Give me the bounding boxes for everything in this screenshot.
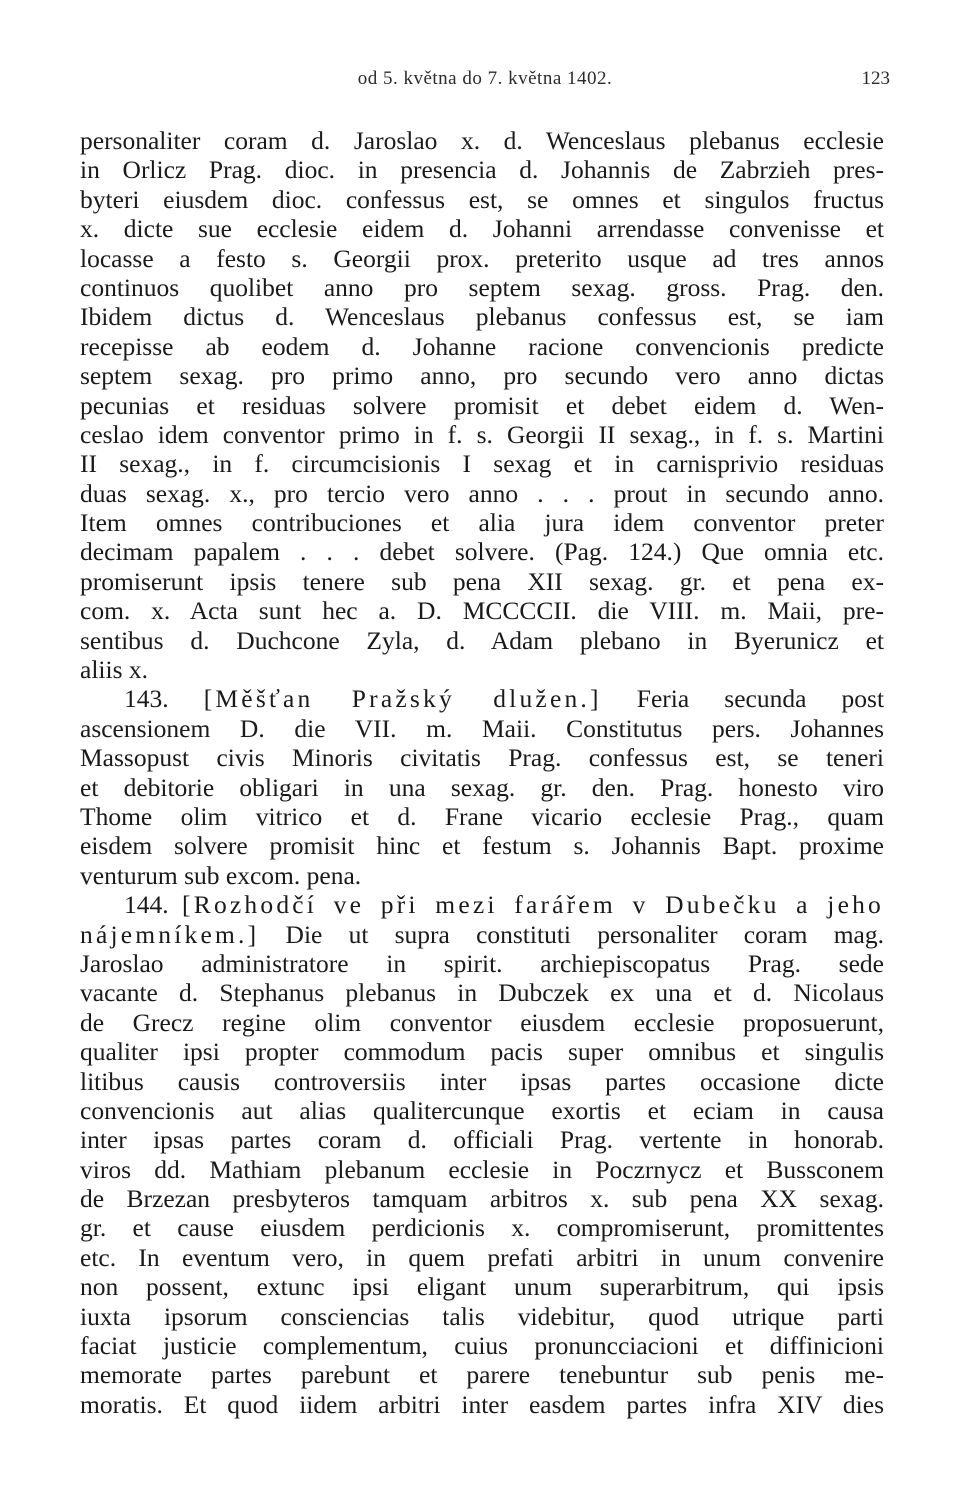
entry-number: 143. [124,684,169,714]
entry-number: 144. [124,890,169,920]
text-line: aliis x. [80,655,148,685]
text-line: vacante d. Stephanus plebanus in Dubczek ex una et d. Nicolaus [80,978,884,1008]
entry-143-heading-line [80,684,884,713]
text-line: viros dd. Mathiam plebanum ecclesie in Poczrnycz et Bussconem [80,1154,884,1184]
text-line: iuxta ipsorum consciencias talis videbitur, quod utrique parti [80,1301,884,1331]
text-line: personaliter coram d. Jaroslao x. d. Wenceslaus plebanus ecclesie [80,126,884,155]
text-line: continuos quolibet anno pro septem sexag. gross. Prag. den. [80,272,884,302]
entry-heading: [Měšťan Pražský dlužen.] [203,684,602,714]
text-line: sentibus d. Duchcone Zyla, d. Adam plebano in Byerunicz et [80,625,884,655]
text-line: Ibidem dictus d. Wenceslaus plebanus confessus est, se iam [80,302,884,332]
text-line: venturum sub excom. pena. [80,860,362,890]
entry-144-heading-line [80,890,884,919]
text-line: x. dicte sue ecclesie eidem d. Johanni arrendasse convenisse et [80,214,884,244]
text-line: ascensionem D. die VII. m. Maii. Constitutus pers. Johannes [80,713,884,743]
running-header [80,68,890,94]
text-line: faciat justicie complementum, cuius pronuncciacioni et diffinicioni [80,1331,884,1361]
text-line: et debitorie obligari in una sexag. gr. den. Prag. honesto viro [80,772,884,802]
text-line: Massopust civis Minoris civitatis Prag. confessus est, se teneri [80,743,884,773]
text-line: convencionis aut alias qualitercunque exortis et eciam in causa [80,1095,884,1125]
text-line: eisdem solvere promisit hinc et festum s. Johannis Bapt. proxime [80,831,884,861]
text-line: non possent, extunc ipsi eligant unum superarbitrum, qui ipsis [80,1272,884,1302]
text-fragment: Feria secunda post [636,684,885,714]
text-line: pecunias et residuas solvere promisit et debet eidem d. Wen- [80,390,884,420]
text-line: byteri eiusdem dioc. confessus est, se omnes et singulos fructus [80,184,884,214]
text-line: litibus causis controversiis inter ipsas partes occasione dicte [80,1066,884,1096]
text-line: decimam papalem . . . debet solvere. (Pag. 124.) Que omnia etc. [80,537,884,567]
text-line: II sexag., in f. circumcisionis I sexag et in carnisprivio residuas [80,449,884,479]
text-line: memorate partes parebunt et parere tenebuntur sub penis me- [80,1360,884,1390]
text-line: de Grecz regine olim conventor eiusdem ecclesie proposuerunt, [80,1007,884,1037]
text-line: duas sexag. x., pro tercio vero anno . . . prout in secundo anno. [80,478,884,508]
text-line: qualiter ipsi propter commodum pacis super omnibus et singulis [80,1037,884,1067]
text-line: etc. In eventum vero, in quem prefati arbitri in unum convenire [80,1242,884,1272]
running-title: od 5. května do 7. května 1402. [357,68,613,89]
text-line: Item omnes contribuciones et alia jura idem conventor preter [80,508,884,538]
text-line: inter ipsas partes coram d. officiali Prag. vertente in honorab. [80,1125,884,1155]
text-line: de Brzezan presbyteros tamquam arbitros x. sub pena XX sexag. [80,1184,884,1214]
entry-144-heading-continuation [80,920,884,949]
text-line: recepisse ab eodem d. Johanne racione convencionis predicte [80,331,884,361]
text-line: Thome olim vitrico et d. Frane vicario ecclesie Prag., quam [80,801,884,831]
page-number: 123 [861,68,890,89]
text-line: ceslao idem conventor primo in f. s. Georgii II sexag., in f. s. Martini [80,419,884,449]
text-line: gr. et cause eiusdem perdicionis x. compromiserunt, promittentes [80,1213,884,1243]
text-fragment: Die ut supra constituti personaliter coram mag. [285,919,884,949]
text-line: Jaroslao administratore in spirit. archiepiscopatus Prag. sede [80,948,884,978]
text-line: septem sexag. pro primo anno, pro secundo vero anno dictas [80,361,884,391]
text-line: locasse a festo s. Georgii prox. preterito usque ad tres annos [80,243,884,273]
text-line: promiserunt ipsis tenere sub pena XII sexag. gr. et pena ex- [80,566,884,596]
text-line: com. x. Acta sunt hec a. D. MCCCCII. die VIII. m. Maii, pre- [80,596,884,626]
entry-heading: [Rozhodčí ve při mezi farářem v Dubečku a jeho [182,890,884,920]
text-line: in Orlicz Prag. dioc. in presencia d. Johannis de Zabrzieh pres- [80,155,884,185]
entry-heading: nájemníkem.] [80,919,260,949]
text-body [80,126,884,1419]
text-line: moratis. Et quod iidem arbitri inter easdem partes infra XIV dies [80,1389,884,1419]
